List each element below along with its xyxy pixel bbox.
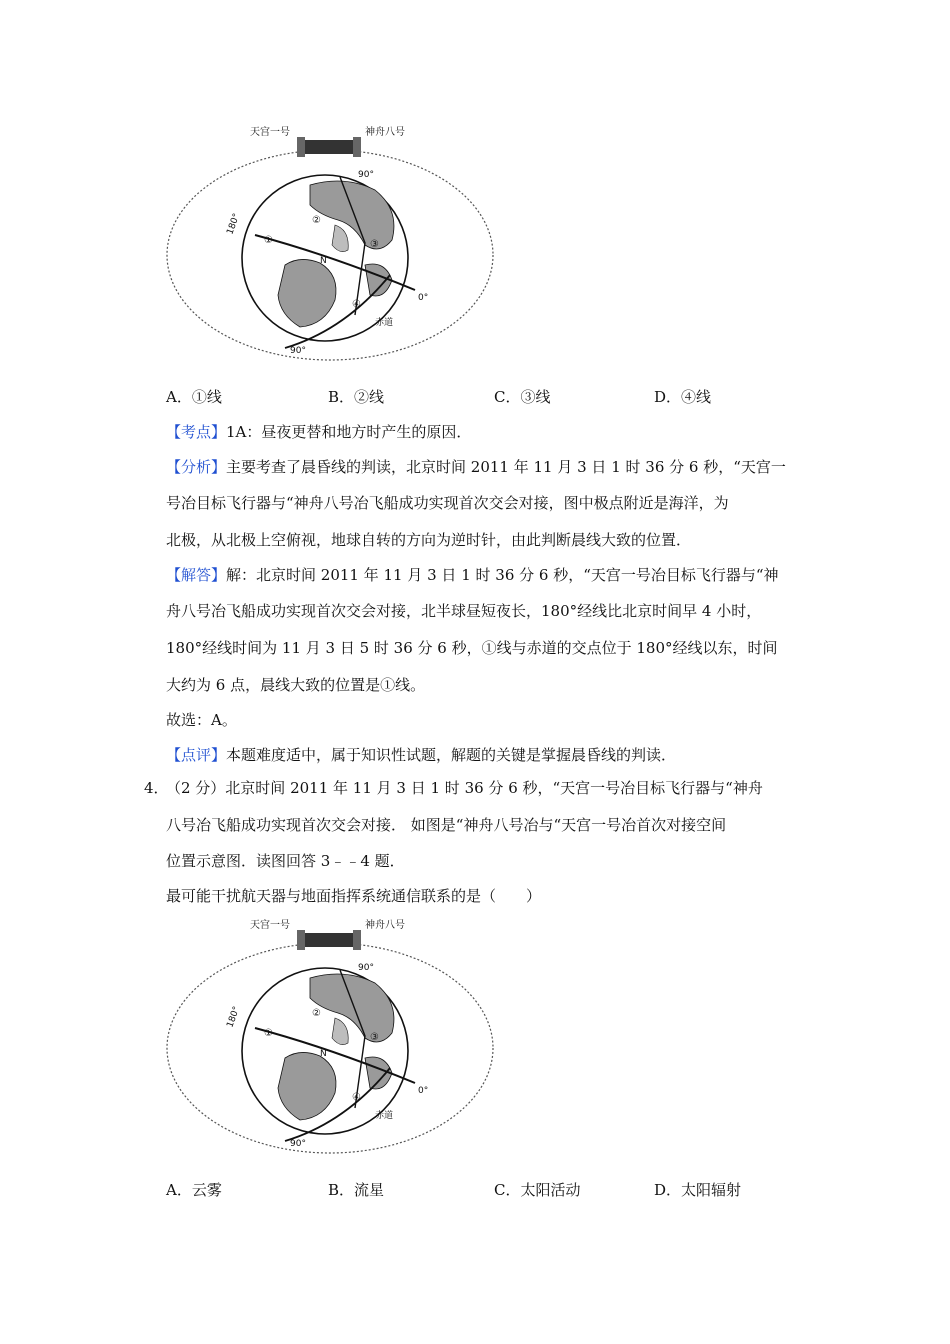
marker-1-2: ① [264,1028,273,1039]
kaodian-line [166,422,471,442]
marker-3-2: ③ [370,1032,379,1043]
q4-option-c[interactable]: C．太阳活动 [494,1181,581,1199]
jieda-line-4: 大约为 6 点，晨线大致的位置是①线。 [166,676,426,694]
guxuan-line: 故选：A。 [166,711,237,729]
label-0: 0° [418,293,429,303]
marker-2-2: ② [312,1008,321,1019]
label-tiangong: 天宫一号 [250,127,290,138]
q4-line-1: （2 分）北京时间 2011 年 11 月 3 日 1 时 36 分 6 秒，“天宫一号冶目标飞行器与“神舟 [166,779,763,797]
fenxi-tag: 【分析】 [166,458,227,476]
q4-option-a[interactable]: A．云雾 [166,1181,222,1199]
solar-panel-right-icon [353,137,361,157]
fenxi-line-2: 号冶目标飞行器与“神舟八号冶飞船成功实现首次交会对接，图中极点附近是海洋，为 [166,494,729,512]
q3-option-d[interactable]: D．④线 [654,388,712,406]
q4-option-d[interactable]: D．太阳辐射 [654,1181,742,1199]
jieda-line-2: 舟八号冶飞船成功实现首次交会对接，北半球昼短夜长，180°经线比北京时间早 4 小时， [166,602,762,620]
label-90w: 90° [290,346,306,356]
label-180: 180° [225,212,243,237]
q4-options [166,1179,806,1205]
q3-option-a[interactable]: A．①线 [166,388,222,406]
fenxi-line-3: 北极，从北极上空俯视，地球自转的方向为逆时针，由此判断晨线大致的位置． [166,531,692,549]
label-equator: 赤道 [375,318,394,328]
label-tiangong-2: 天宫一号 [250,920,290,931]
label-equator-2: 赤道 [375,1111,394,1121]
dianping-text: 本题难度适中，属于知识性试题，解题的关键是掌握晨昏线的判读． [226,746,677,764]
earth-orbit-diagram [160,115,500,365]
q3-option-c[interactable]: C．③线 [494,388,551,406]
kaodian-text: 1A：昼夜更替和地方时产生的原因． [226,423,472,441]
label-0-2: 0° [418,1086,429,1096]
jieda-line-1 [166,565,779,585]
fenxi-line-1 [166,457,786,477]
spacecraft-icon-2 [305,933,353,947]
spacecraft-icon [305,140,353,154]
q4-line-3: 位置示意图．读图回答 3﹣﹣4 题． [166,852,405,870]
label-north-2: N [320,1049,327,1059]
dianping-line [166,745,676,765]
label-90e-2: 90° [358,963,374,973]
jieda-line-3: 180°经线时间为 11 月 3 日 5 时 36 分 6 秒，①线与赤道的交点位于 180°经线以东，时间 [166,639,778,657]
jieda-text-1: 解：北京时间 2011 年 11 月 3 日 1 时 36 分 6 秒，“天宫一号冶目标飞行器与“神 [226,566,779,584]
dianping-tag: 【点评】 [166,746,227,764]
marker-2: ② [312,215,321,226]
marker-4-2: ④ [352,1092,361,1103]
orbit-figure-1 [160,115,500,365]
marker-1: ① [264,235,273,246]
label-north: N [320,256,327,266]
jieda-tag: 【解答】 [166,566,227,584]
marker-4: ④ [352,299,361,310]
label-shenzhou-2: 神舟八号 [365,920,405,931]
fenxi-text-1: 主要考查了晨昏线的判读，北京时间 2011 年 11 月 3 日 1 时 36 分 6 秒，“天宫一 [226,458,786,476]
label-180-2: 180° [225,1005,243,1030]
q3-option-b[interactable]: B．②线 [328,388,385,406]
q4-line-2: 八号冶飞船成功实现首次交会对接． 如图是“神舟八号冶与“天宫一号冶首次对接空间 [166,816,727,834]
label-90w-2: 90° [290,1139,306,1149]
earth-orbit-diagram-2 [160,908,500,1158]
solar-panel-right-icon-2 [353,930,361,950]
solar-panel-left-icon-2 [297,930,305,950]
label-shenzhou: 神舟八号 [365,127,405,138]
q4-option-b[interactable]: B．流星 [328,1181,385,1199]
solar-panel-left-icon [297,137,305,157]
q4-number: 4． [144,779,169,797]
q4-question: 最可能干扰航天器与地面指挥系统通信联系的是（ ） [166,887,542,905]
kaodian-tag: 【考点】 [166,423,227,441]
q3-options [166,386,806,412]
label-90e: 90° [358,170,374,180]
marker-3: ③ [370,239,379,250]
orbit-figure-2 [160,908,500,1158]
